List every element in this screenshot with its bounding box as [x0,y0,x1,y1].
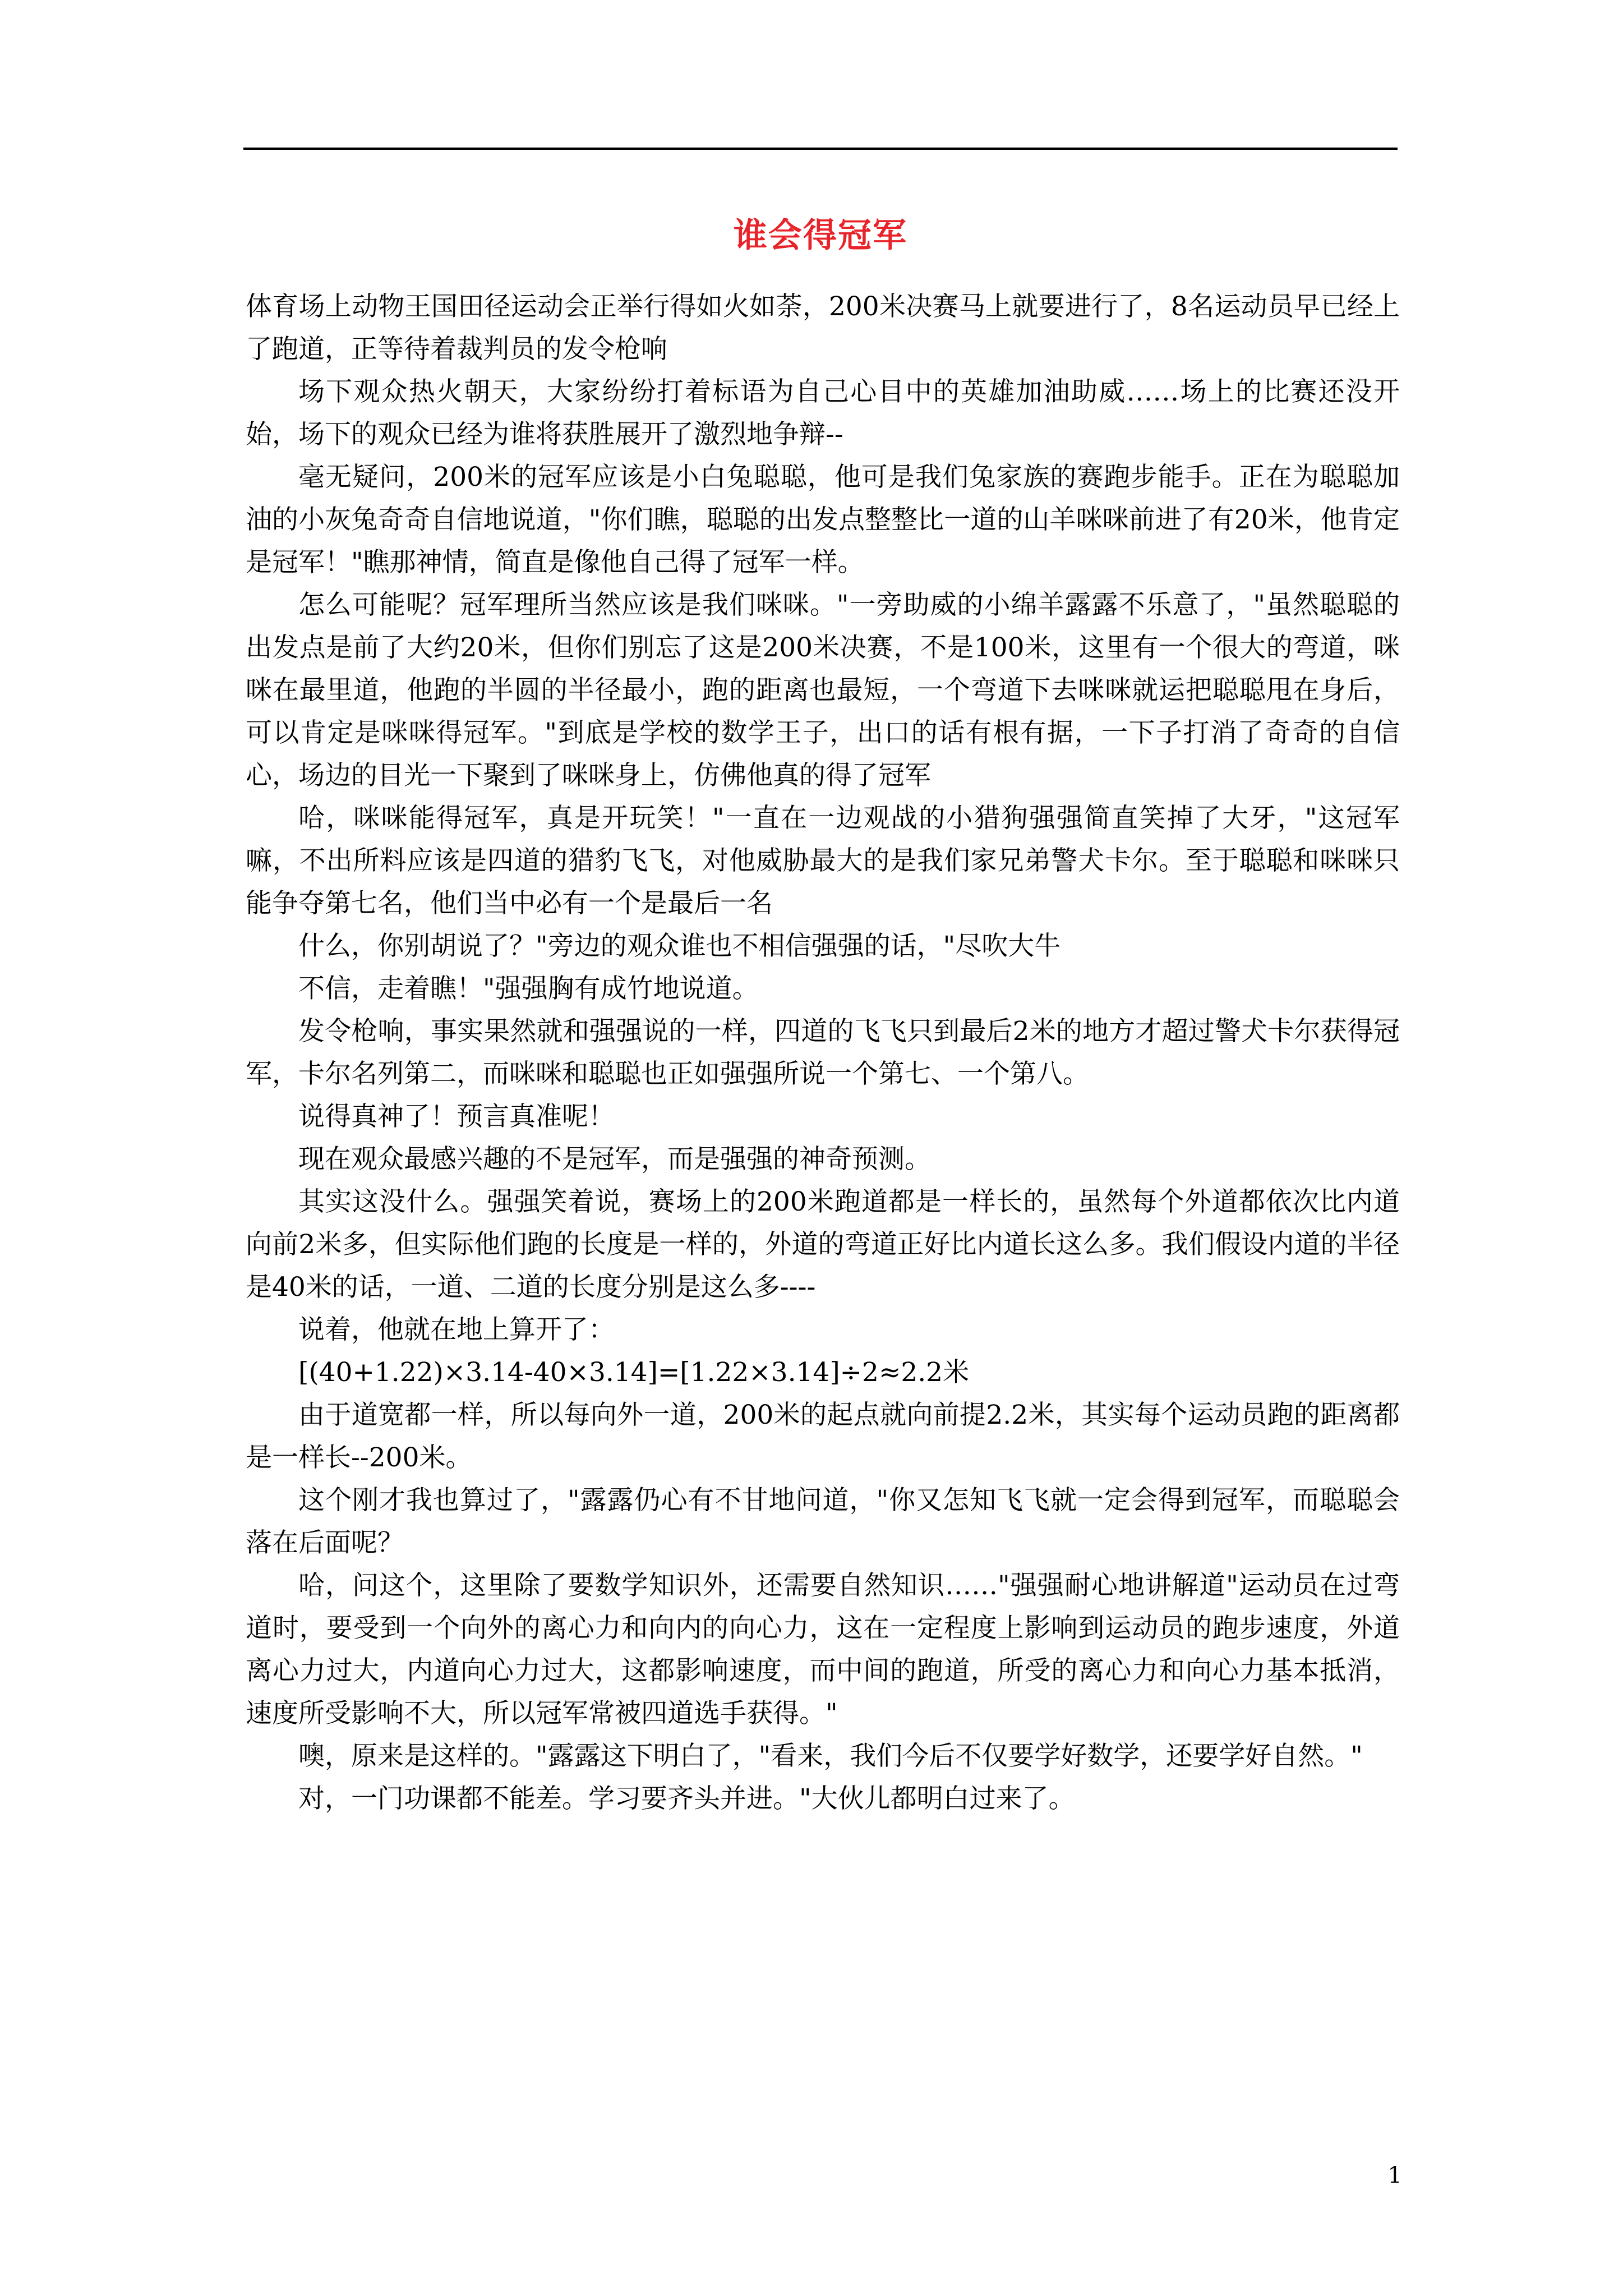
document-title: 谁会得冠军 [734,216,907,255]
paragraph-5: 哈，咪咪能得冠军，真是开玩笑！"一直在一边观战的小猎狗强强简直笑掉了大牙，"这冠军嘛，不出所料应该是四道的猎豹飞飞，对他威胁最大的是我们家兄弟警犬卡尔。至于聪聪和咪咪只能争夺第七名，他们当中必有一个是最后一名 [246,803,1400,919]
paragraph-2: 场下观众热火朝天，大家纷纷打着标语为自己心目中的英雄加油助威……场上的比赛还没开始，场下的观众已经为谁将获胜展开了激烈地争辩-- [246,376,1400,450]
paragraph-16: 哈，问这个，这里除了要数学知识外，还需要自然知识……"强强耐心地讲解道"运动员在过弯道时，要受到一个向外的离心力和向内的向心力，这在一定程度上影响到运动员的跑步速度，外道离心力过大，内道向心力过大，这都影响速度，而中间的跑道，所受的离心力和向心力基本抵消，速度所受影响不大，所以冠军常被四道选手获得。" [246,1570,1400,1729]
paragraph-12: 说着，他就在地上算开了： [298,1314,615,1345]
document-body [246,286,1400,1820]
page-number: 1 [1387,2162,1402,2188]
paragraph-17: 噢，原来是这样的。"露露这下明白了，"看来，我们今后不仅要学好数学，还要学好自然。" [298,1741,1363,1772]
paragraph-15: 这个刚才我也算过了，"露露仍心有不甘地问道，"你又怎知飞飞就一定会得到冠军，而聪聪会落在后面呢？ [246,1485,1400,1558]
paragraph-11: 其实这没什么。强强笑着说，赛场上的200米跑道都是一样长的，虽然每个外道都依次比内道向前2米多，但实际他们跑的长度是一样的，外道的弯道正好比内道长这么多。我们假设内道的半径是40米的话，一道、二道的长度分别是这么多---- [246,1186,1400,1303]
paragraph-7: 不信，走着瞧！"强强胸有成竹地说道。 [298,973,759,1004]
paragraph-1: 体育场上动物王国田径运动会正举行得如火如荼，200米决赛马上就要进行了，8名运动员早已经上了跑道，正等待着裁判员的发令枪响 [246,291,1400,365]
formula-line: [(40+1.22)×3.14-40×3.14]=[1.22×3.14]÷2≈2.2米 [298,1357,970,1388]
paragraph-6: 什么，你别胡说了？"旁边的观众谁也不相信强强的话，"尽吹大牛 [298,931,1061,961]
paragraph-10: 现在观众最感兴趣的不是冠军，而是强强的神奇预测。 [298,1144,931,1175]
paragraph-4: 怎么可能呢？冠军理所当然应该是我们咪咪。"一旁助威的小绵羊露露不乐意了，"虽然聪聪的出发点是前了大约20米，但你们别忘了这是200米决赛，不是100米，这里有一个很大的弯道，咪咪在最里道，他跑的半圆的半径最小，跑的距离也最短，一个弯道下去咪咪就运把聪聪甩在身后，可以肯定是咪咪得冠军。"到底是学校的数学王子，出口的话有根有据，一下子打消了奇奇的自信心，场边的目光一下聚到了咪咪身上，仿佛他真的得了冠军 [246,590,1400,791]
paragraph-18: 对，一门功课都不能差。学习要齐头并进。"大伙儿都明白过来了。 [298,1783,1075,1814]
paragraph-9: 说得真神了！预言真准呢！ [298,1101,615,1132]
header-rule [243,148,1398,150]
paragraph-14: 由于道宽都一样，所以每向外一道，200米的起点就向前提2.2米，其实每个运动员跑的距离都是一样长--200米。 [246,1400,1400,1473]
paragraph-3: 毫无疑问，200米的冠军应该是小白兔聪聪，他可是我们兔家族的赛跑步能手。正在为聪聪加油的小灰兔奇奇自信地说道，"你们瞧，聪聪的出发点整整比一道的山羊咪咪前进了有20米，他肯定是冠军！"瞧那神情，简直是像他自己得了冠军一样。 [246,462,1400,578]
paragraph-8: 发令枪响，事实果然就和强强说的一样，四道的飞飞只到最后2米的地方才超过警犬卡尔获得冠军，卡尔名列第二，而咪咪和聪聪也正如强强所说一个第七、一个第八。 [246,1016,1400,1089]
